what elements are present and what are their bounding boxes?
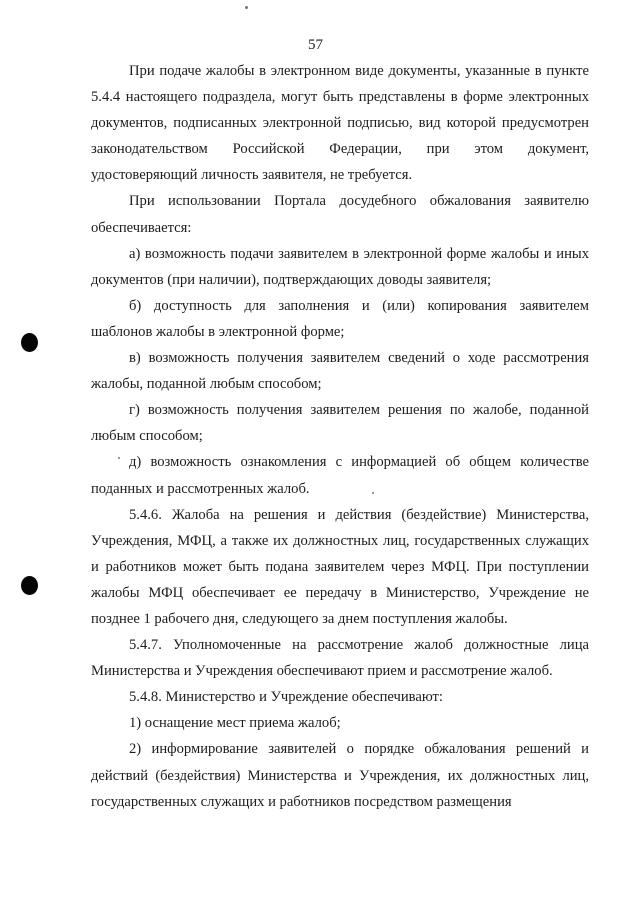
list-item-2: 2) информирование заявителей о порядке обжалования решений и действий (бездействия) Министерства и Учреждения, их должностных лиц, государственных служащих и работников посредством размещения <box>91 741 589 810</box>
list-item-v: в) возможность получения заявителем сведений о ходе рассмотрения жалобы, поданной любым способом; <box>91 350 589 393</box>
list-item-d: д) возможность ознакомления с информацией об общем количестве поданных и рассмотренных жалоб. <box>91 454 589 497</box>
list-item-a: а) возможность подачи заявителем в электронной форме жалобы и иных документов (при наличии), подтверждающих доводы заявителя; <box>91 245 589 288</box>
page-number: 57 <box>308 37 323 53</box>
list-item-1: 1) оснащение мест приема жалоб; <box>129 715 341 732</box>
punch-hole-bottom <box>21 576 38 595</box>
section-5-4-8: 5.4.8. Министерство и Учреждение обеспечивают: <box>129 689 443 706</box>
list-item-b: б) доступность для заполнения и (или) копирования заявителем шаблонов жалобы в электронной форме; <box>91 297 589 340</box>
list-item-g: г) возможность получения заявителем решения по жалобе, поданной любым способом; <box>91 402 589 445</box>
punch-hole-top <box>21 333 38 352</box>
body-text <box>91 58 589 815</box>
paragraph-electronic-documents: При подаче жалобы в электронном виде документы, указанные в пункте 5.4.4 настоящего подраздела, могут быть представлены в форме электронных документов, подписанных электронной подписью, вид которой предусмотрен законодательством Российской Федерации, при этом документ, удостоверяющий личность заявителя, не требуется. <box>91 63 589 184</box>
section-5-4-6: 5.4.6. Жалоба на решения и действия (бездействие) Министерства, Учреждения, МФЦ, а также их должностных лиц, государственных служащих и работников может быть подана заявителем через МФЦ. При поступлении жалобы МФЦ обеспечивает ее передачу в Министерство, Учреждение не позднее 1 рабочего дня, следующего за днем поступления жалобы. <box>91 506 589 627</box>
scan-speck <box>245 6 248 9</box>
section-5-4-7: 5.4.7. Уполномоченные на рассмотрение жалоб должностные лица Министерства и Учреждения обеспечивают прием и рассмотрение жалоб. <box>91 637 589 680</box>
paragraph-portal-intro: При использовании Портала досудебного обжалования заявителю обеспечивается: <box>91 193 589 236</box>
